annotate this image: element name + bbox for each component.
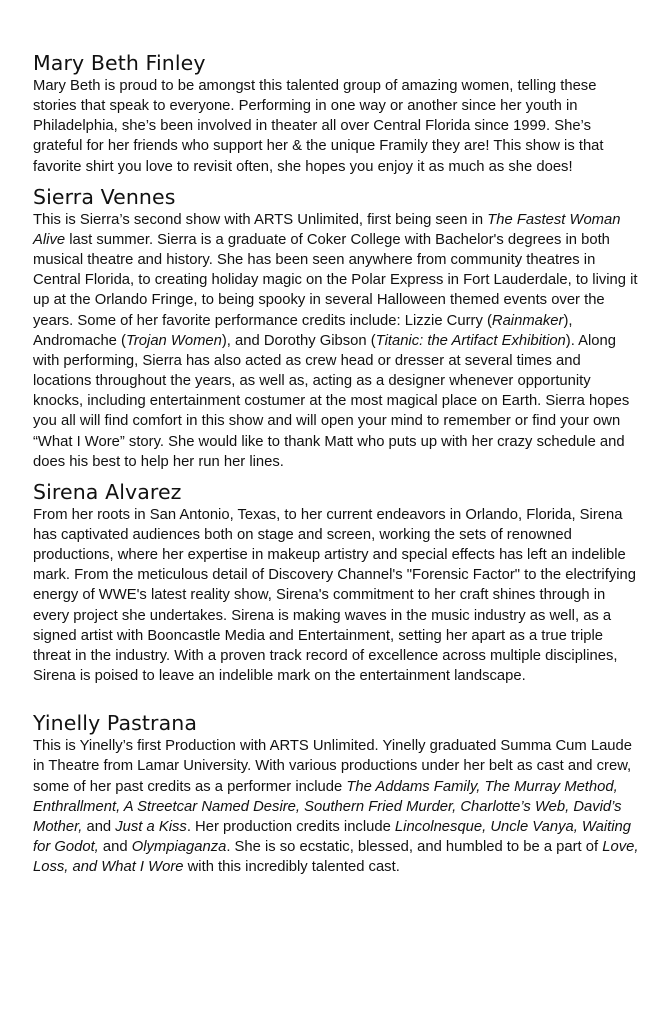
bio-text-run: . She is so ecstatic, blessed, and humbled to be a part of bbox=[226, 839, 603, 855]
italic-title: Titanic: the Artifact Exhibition bbox=[375, 332, 566, 349]
bio-text bbox=[33, 505, 643, 686]
bio-text-run: with this incredibly talented cast. bbox=[183, 859, 400, 876]
bio-text-run: and bbox=[82, 818, 116, 835]
italic-title: Love, Loss, and What I Wore bbox=[33, 839, 639, 876]
bio-mary-beth-finley bbox=[33, 50, 643, 177]
bio-text-run: From her roots in San Antonio, Texas, to her current endeavors in Orlando, Florida, Sirena has captivated audiences both on stage and screen, working the sets of renowned productions, where her expertise in makeup artistry and special effects has left an indelible mark. From the meticulous detail of Discovery Channel's "Forensic Factor" to the electrifying energy of WWE's latest reality show, Sirena's commitment to her craft shines through in every project she undertakes. Sirena is making waves in the music industry as well, as a signed artist with Booncastle Media and Entertainment, setting her apart as a true triple threat in the industry. With a proven track record of excellence across multiple disciplines, Sirena is poised to leave an indelible mark on the entertainment landscape. bbox=[33, 506, 636, 685]
italic-title: The Fastest Woman Alive bbox=[33, 211, 621, 248]
bio-name: Sirena Alvarez bbox=[33, 479, 182, 504]
bio-text-run: ), Andromache ( bbox=[33, 312, 573, 349]
bio-name: Sierra Vennes bbox=[33, 184, 176, 209]
italic-title: Olympiaganza bbox=[131, 839, 227, 855]
italic-title: Just a Kiss bbox=[115, 818, 187, 835]
bio-sirena-alvarez bbox=[33, 479, 643, 686]
italic-title: Lincolnesque, Uncle Vanya, Waiting for Godot, bbox=[33, 818, 631, 855]
bio-name: Mary Beth Finley bbox=[33, 51, 206, 75]
bio-text bbox=[33, 76, 643, 177]
bio-text-run: and bbox=[98, 839, 132, 855]
bio-text bbox=[33, 736, 643, 877]
italic-title: The Addams Family, The Murray Method, Enthrallment, A Streetcar Named Desire, Southern Fried Murder, Charlotte’s Web, David’s Mother, bbox=[33, 778, 622, 835]
bio-yinelly-pastrana bbox=[33, 710, 643, 877]
bio-text-run: ). Along with performing, Sierra has also acted as crew head or dresser at several times and locations throughout the years, as well as, acting as a designer whenever opportunity knocks, including entertainment costumer at the most magical place on Earth. Sierra hopes you all will find comfort in this show and will open your mind to remember or find your own “What I Wore” story. She would like to thank Matt who puts up with her crazy schedule and does his best to help her run her lines. bbox=[33, 332, 630, 470]
italic-title: Trojan Women bbox=[125, 332, 222, 349]
bio-text-run: ), and Dorothy Gibson ( bbox=[221, 332, 376, 349]
bio-name: Yinelly Pastrana bbox=[33, 711, 197, 736]
italic-title: Rainmaker bbox=[491, 312, 564, 329]
bio-text-run: Mary Beth is proud to be amongst this talented group of amazing women, telling these stories that speak to everyone. Performing in one way or another since her youth in Philadelphia, she’s been involved in theater all over Central Florida since 1999. She’s grateful for her friends who support her & the unique Framily they are! This show is that favorite shirt you love to revisit often, she hopes you enjoy it as much as she does! bbox=[33, 78, 604, 175]
bio-text-run: . Her production credits include bbox=[186, 818, 395, 835]
bio-text-run: This is Sierra’s second show with ARTS Unlimited, first being seen in bbox=[33, 211, 488, 228]
bio-text bbox=[33, 210, 643, 472]
bio-text-run: This is Yinelly’s first Production with ARTS Unlimited. Yinelly graduated Summa Cum Laude in Theatre from Lamar University. With various productions under her belt as cast and crew, some of her past credits as a performer include bbox=[33, 738, 632, 795]
bio-sierra-vennes bbox=[33, 184, 643, 472]
bio-text-run: last summer. Sierra is a graduate of Coker College with Bachelor's degrees in both musical theatre and history. She has been seen anywhere from community theatres in Central Florida, to creating holiday magic on the Polar Express in Fort Lauderdale, to living it up at the Orlando Fringe, to being spooky in several Halloween themed events over the years. Some of her favorite performance credits include: Lizzie Curry ( bbox=[33, 231, 638, 329]
